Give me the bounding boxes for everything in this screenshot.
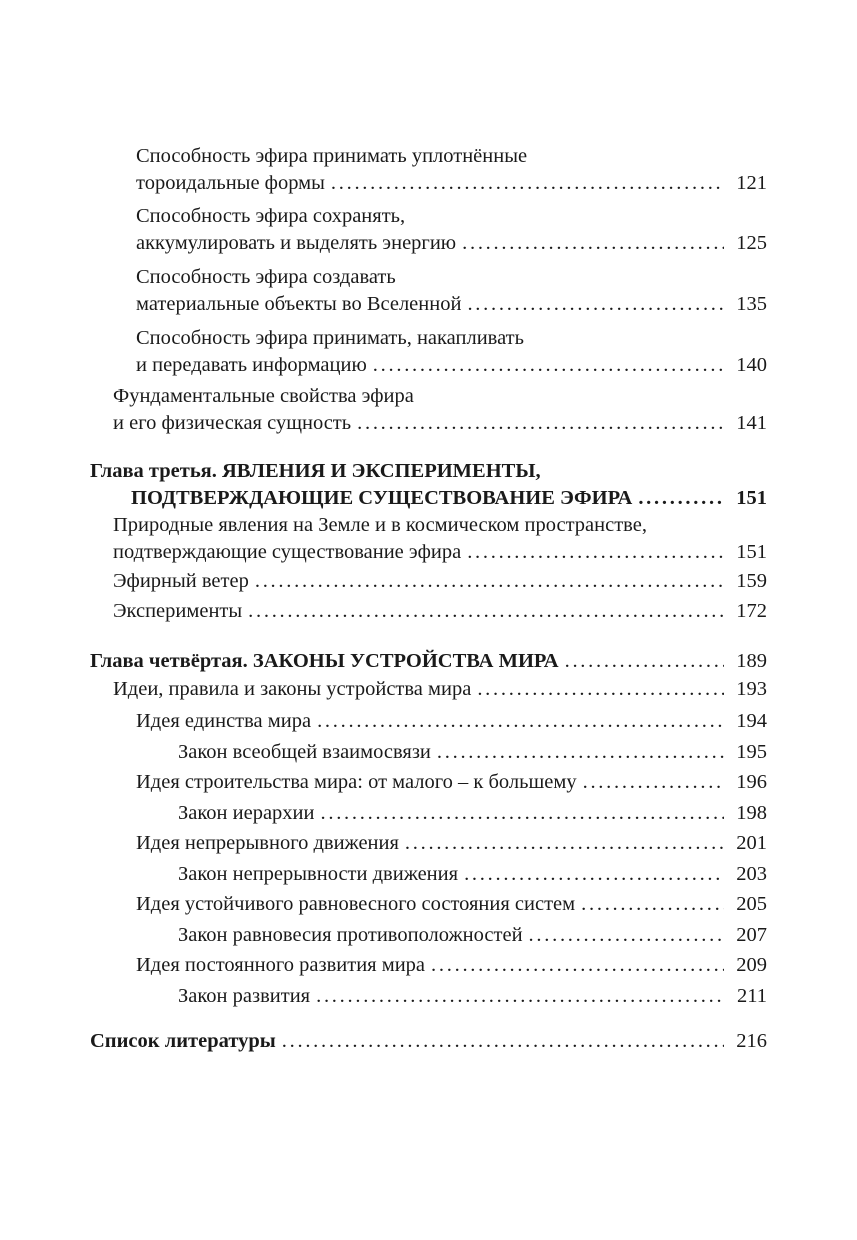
leader-dots — [638, 485, 724, 512]
page-number: 135 — [736, 293, 767, 315]
toc-chapter — [90, 458, 767, 512]
toc-entry-title-cont: материальные объекты во Вселенной — [136, 293, 462, 315]
leader-dots — [357, 410, 724, 437]
toc-entry — [136, 830, 767, 857]
page-number: 141 — [736, 412, 767, 434]
toc-entry — [136, 325, 767, 379]
leader-dots — [431, 952, 724, 979]
leader-dots — [467, 539, 724, 566]
toc-entry-title: Закон равновесия противоположностей — [178, 924, 523, 946]
page-number: 189 — [736, 650, 767, 672]
toc-entry — [136, 708, 767, 735]
leader-dots — [437, 739, 724, 766]
toc-chapter — [90, 648, 767, 675]
toc-entry-title-cont: и его физическая сущность — [113, 412, 352, 434]
toc-entry — [178, 861, 767, 888]
toc-entry-title: Идеи, правила и законы устройства мира — [113, 678, 472, 700]
page-number: 209 — [736, 954, 767, 976]
toc-entry — [136, 143, 767, 197]
leader-dots — [282, 1028, 724, 1055]
toc-entry — [136, 952, 767, 979]
toc-entry-title: Идея строительства мира: от малого – к большему — [136, 771, 577, 793]
leader-dots — [467, 291, 724, 318]
page-number: 201 — [736, 832, 767, 854]
page-number: 195 — [736, 741, 767, 763]
toc-entry-title: Эфирный ветер — [113, 570, 249, 592]
toc-entry-title: Идея непрерывного движения — [136, 832, 399, 854]
leader-dots — [321, 800, 725, 827]
toc-entry — [136, 891, 767, 918]
page-number: 140 — [736, 354, 767, 376]
toc-entry-title-cont: аккумулировать и выделять энергию — [136, 232, 457, 254]
toc-entry — [178, 983, 767, 1010]
toc-entry-title: Закон всеобщей взаимосвязи — [178, 741, 431, 763]
toc-entry-title: Идея устойчивого равновесного состояния систем — [136, 893, 576, 915]
leader-dots — [464, 861, 724, 888]
page-number: 211 — [737, 985, 767, 1007]
toc-entry — [136, 264, 767, 318]
chapter-title: Глава третья. ЯВЛЕНИЯ И ЭКСПЕРИМЕНТЫ, — [90, 460, 541, 482]
page-number: 194 — [736, 710, 767, 732]
toc-entry-title: Идея единства мира — [136, 710, 312, 732]
toc-entry — [136, 203, 767, 257]
toc-entry — [113, 676, 767, 703]
leader-dots — [565, 648, 724, 675]
page-number: 125 — [736, 232, 767, 254]
toc-entry-title: Эксперименты — [113, 600, 243, 622]
toc-entry-title: Фундаментальные свойства эфира — [113, 385, 414, 407]
toc-entry-title: Способность эфира принимать уплотнённые — [136, 145, 528, 167]
bibliography-title: Список литературы — [90, 1030, 276, 1052]
page-number: 205 — [736, 893, 767, 915]
leader-dots — [405, 830, 724, 857]
page-number: 198 — [736, 802, 767, 824]
leader-dots — [529, 922, 724, 949]
leader-dots — [373, 352, 724, 379]
toc-entry — [178, 739, 767, 766]
page-number: 151 — [736, 541, 767, 563]
leader-dots — [583, 769, 724, 796]
page-number: 159 — [736, 570, 767, 592]
page-number: 196 — [736, 771, 767, 793]
toc-entry-title: Способность эфира сохранять, — [136, 205, 406, 227]
toc-entry-title-cont: тороидальные формы — [136, 172, 325, 194]
chapter-title: Глава четвёртая. ЗАКОНЫ УСТРОЙСТВА МИРА — [90, 650, 559, 672]
leader-dots — [316, 983, 724, 1010]
toc-bibliography — [90, 1028, 767, 1055]
leader-dots — [462, 230, 724, 257]
toc-entry — [136, 769, 767, 796]
toc-entry-title: Закон развития — [178, 985, 311, 1007]
leader-dots — [248, 598, 724, 625]
page-number: 216 — [736, 1030, 767, 1052]
toc-entry-title-cont: и передавать информацию — [136, 354, 367, 376]
toc-entry-title: Природные явления на Земле и в космическом пространстве, — [113, 514, 647, 536]
toc-entry — [113, 568, 767, 595]
chapter-title-cont: ПОДТВЕРЖДАЮЩИЕ СУЩЕСТВОВАНИЕ ЭФИРА — [131, 487, 633, 509]
page-number: 193 — [736, 678, 767, 700]
toc-entry-title-cont: подтверждающие существование эфира — [113, 541, 462, 563]
toc-entry-title: Способность эфира создавать — [136, 266, 396, 288]
leader-dots — [477, 676, 724, 703]
page-number: 203 — [736, 863, 767, 885]
page-number: 121 — [736, 172, 767, 194]
toc-entry — [178, 922, 767, 949]
toc-entry-title: Закон непрерывности движения — [178, 863, 459, 885]
toc-entry-title: Закон иерархии — [178, 802, 315, 824]
leader-dots — [255, 568, 724, 595]
toc-entry-title: Идея постоянного развития мира — [136, 954, 426, 976]
toc-entry — [113, 598, 767, 625]
leader-dots — [581, 891, 724, 918]
page-number: 151 — [736, 487, 767, 509]
toc-entry — [113, 512, 767, 566]
toc-entry — [113, 383, 767, 437]
toc-entry — [178, 800, 767, 827]
page-number: 172 — [736, 600, 767, 622]
leader-dots — [317, 708, 724, 735]
toc-entry-title: Способность эфира принимать, накапливать — [136, 327, 524, 349]
page-number: 207 — [736, 924, 767, 946]
leader-dots — [331, 170, 724, 197]
